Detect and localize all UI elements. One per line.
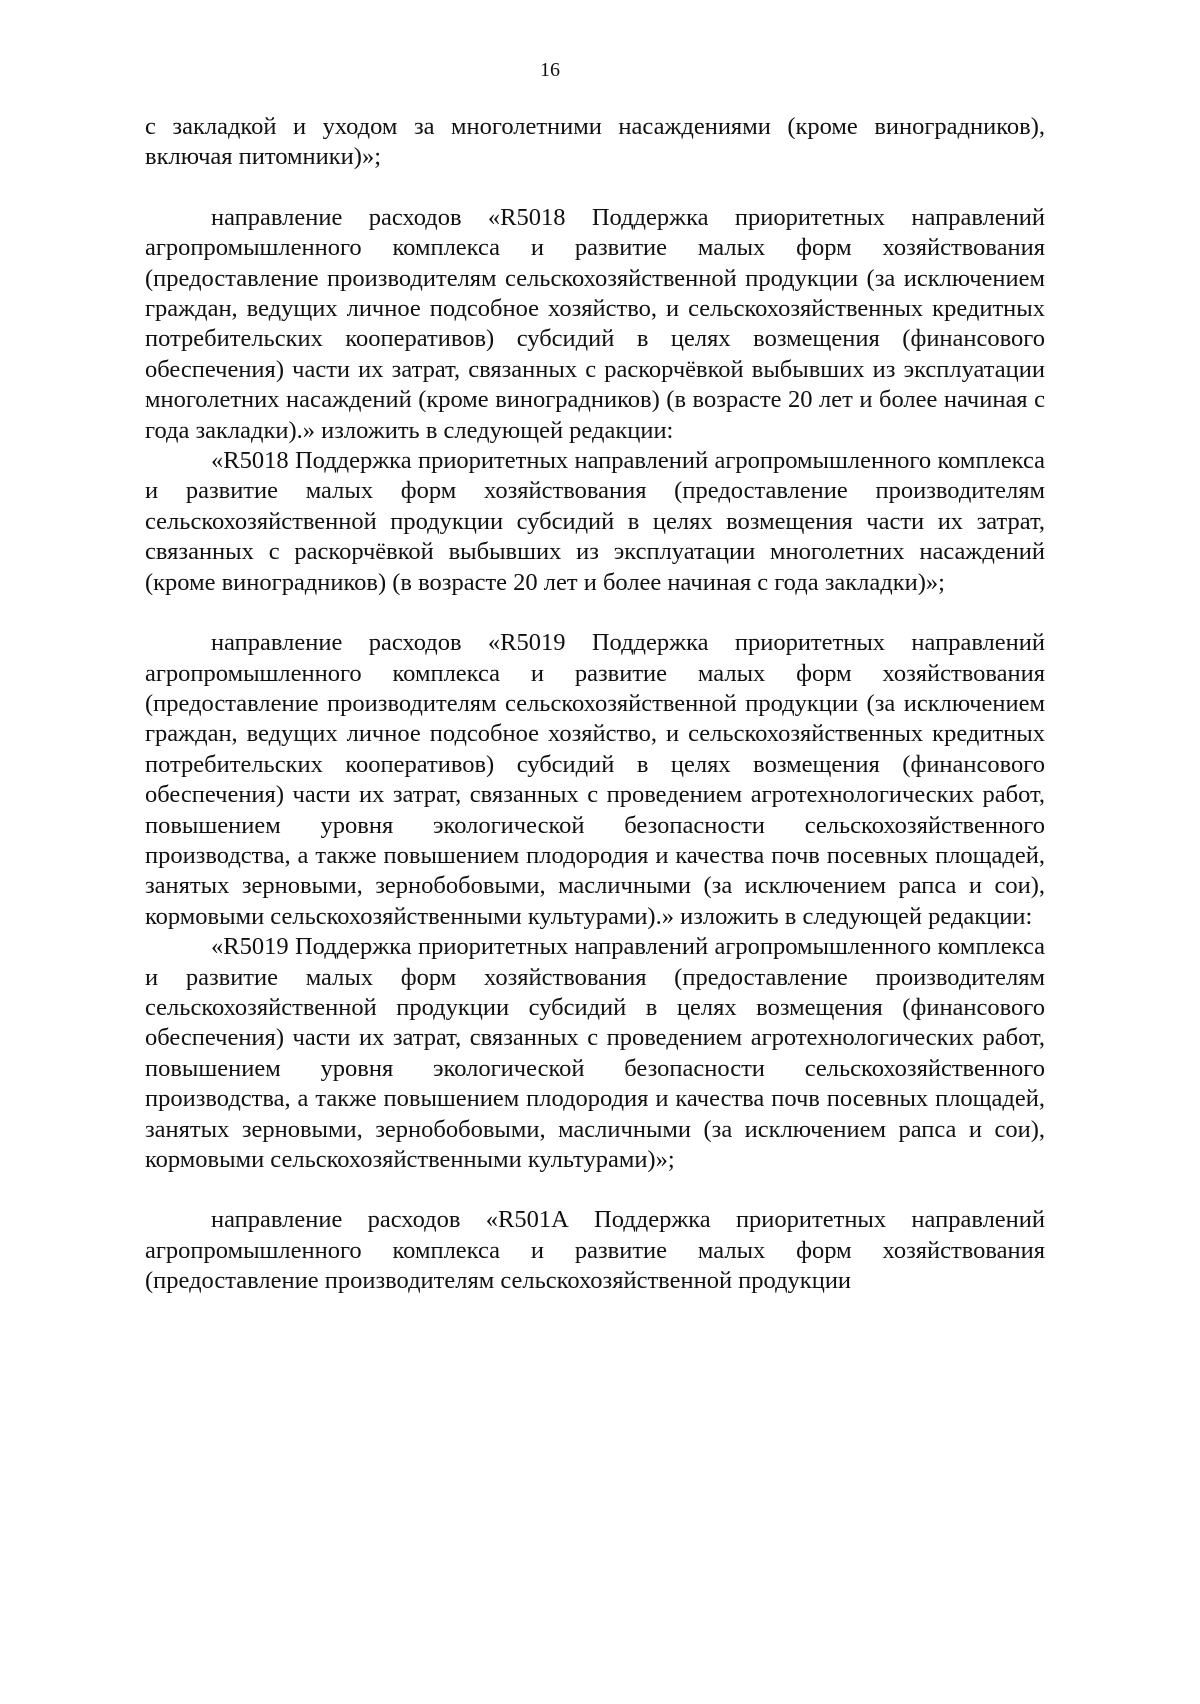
paragraph-r5018-change: направление расходов «R5018 Поддержка приоритетных направлений агропромышленного комплекса и развитие малых форм хозяйствования (предоставление производителям сельскохозяйственной продукции (за исключением граждан, ведущих личное подсобное хозяйство, и сельскохозяйственных кредитных потребительских кооперативов) субсидий в целях возмещения (финансового обеспечения) части их затрат, связанных с раскорчёвкой выбывших из эксплуатации многолетних насаждений (кроме виноградников) (в возрасте 20 лет и более начиная с года закладки).» изложить в следующей редакции:: [145, 203, 1045, 444]
paragraph-r5019-new-wording: «R5019 Поддержка приоритетных направлений агропромышленного комплекса и развитие малых форм хозяйствования (предоставление производителям сельскохозяйственной продукции субсидий в целях возмещения (финансового обеспечения) части их затрат, связанных с проведением агротехнологических работ, повышением уровня экологической безопасности сельскохозяйственного производства, а также повышением плодородия и качества почв посевных площадей, занятых зерновыми, зернобобовыми, масличными (за исключением рапса и сои), кормовыми сельскохозяйственными культурами)»;: [145, 933, 1045, 1173]
paragraph-r501a-change: направление расходов «R501А Поддержка приоритетных направлений агропромышленного комплекса и развитие малых форм хозяйствования (предоставление производителям сельскохозяйственной продукции: [145, 1206, 1045, 1295]
document-body: [145, 112, 1045, 1297]
paragraph-continuation: с закладкой и уходом за многолетними насаждениями (кроме виноградников), включая питомники)»;: [145, 113, 1045, 171]
paragraph-r5018-new-wording: «R5018 Поддержка приоритетных направлений агропромышленного комплекса и развитие малых форм хозяйствования (предоставление производителям сельскохозяйственной продукции субсидий в целях возмещения части их затрат, связанных с раскорчёвкой выбывших из эксплуатации многолетних насаждений (кроме виноградников) (в возрасте 20 лет и более начиная с года закладки)»;: [145, 447, 1045, 596]
page-number: 16: [540, 59, 560, 81]
paragraph-r5019-change: направление расходов «R5019 Поддержка приоритетных направлений агропромышленного комплекса и развитие малых форм хозяйствования (предоставление производителям сельскохозяйственной продукции (за исключением граждан, ведущих личное подсобное хозяйство, и сельскохозяйственных кредитных потребительских кооперативов) субсидий в целях возмещения (финансового обеспечения) части их затрат, связанных с проведением агротехнологических работ, повышением уровня экологической безопасности сельскохозяйственного производства, а также повышением плодородия и качества почв посевных площадей, занятых зерновыми, зернобобовыми, масличными (за исключением рапса и сои), кормовыми сельскохозяйственными культурами).» изложить в следующей редакции:: [145, 629, 1045, 930]
